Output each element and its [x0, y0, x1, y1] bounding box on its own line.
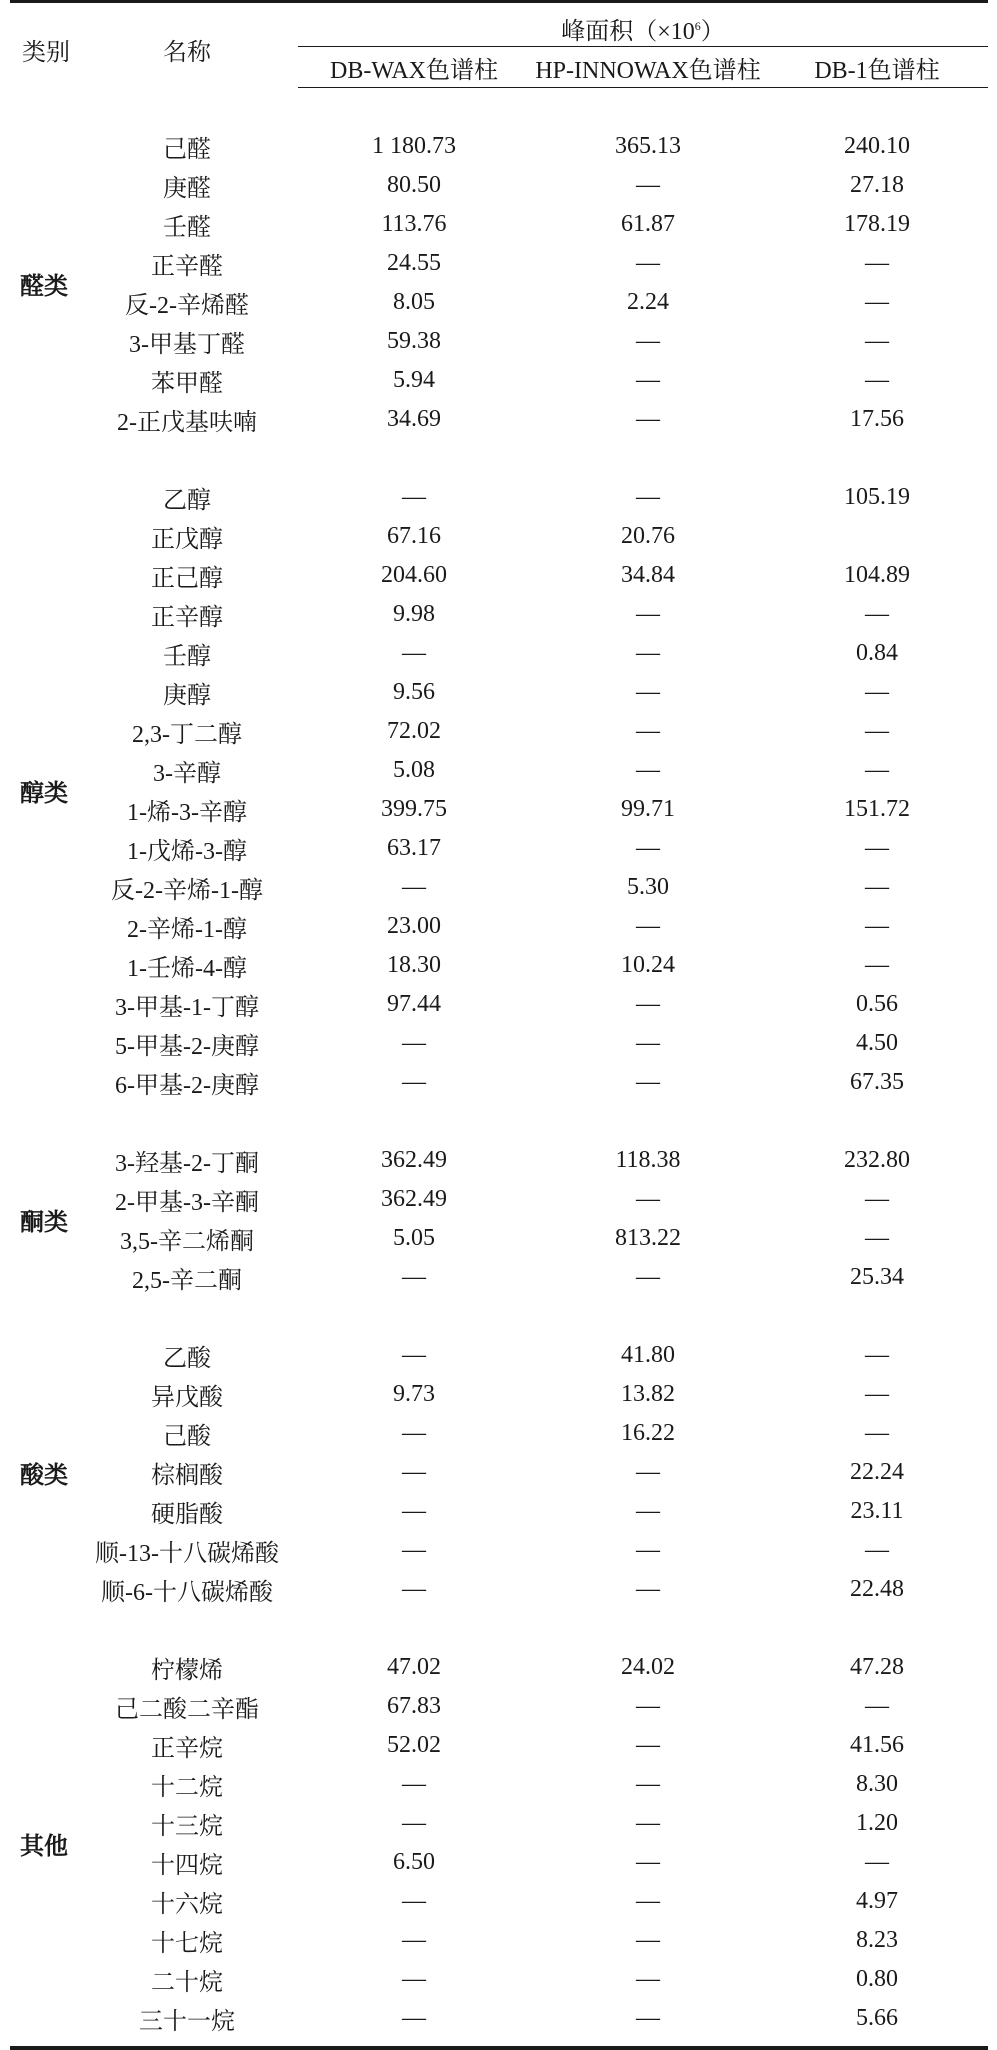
value-hp-innowax: 61.87 [621, 211, 675, 237]
value-db-1: — [865, 1342, 889, 1368]
value-hp-innowax: 24.02 [621, 1654, 675, 1680]
compound-name: 5-甲基-2-庚醇 [115, 1034, 259, 1060]
value-db-wax: 5.94 [393, 367, 435, 393]
value-hp-innowax: — [636, 601, 660, 627]
value-db-1: 151.72 [844, 796, 910, 822]
value-db-1: 8.23 [856, 1927, 898, 1953]
value-db-1: — [865, 328, 889, 354]
compound-name: 庚醇 [163, 683, 211, 709]
value-db-wax: 362.49 [381, 1186, 447, 1212]
value-db-wax: — [402, 1030, 426, 1056]
category-label: 酸类 [20, 1461, 68, 1489]
compound-name: 2,5-辛二酮 [132, 1268, 242, 1294]
value-hp-innowax: — [636, 1030, 660, 1056]
value-db-wax: — [402, 484, 426, 510]
value-db-wax: — [402, 1888, 426, 1914]
table-row [10, 1492, 988, 1531]
value-db-wax: 362.49 [381, 1147, 447, 1173]
compound-name: 2-正戊基呋喃 [117, 410, 257, 436]
value-db-1: — [865, 1186, 889, 1212]
value-hp-innowax: — [636, 835, 660, 861]
compound-name: 3-羟基-2-丁酮 [115, 1151, 259, 1177]
compound-name: 顺-6-十八碳烯酸 [101, 1580, 273, 1606]
compound-name: 3-甲基-1-丁醇 [115, 995, 259, 1021]
header-peak-area-prefix: 峰面积（×10 [561, 19, 695, 45]
value-db-wax: 52.02 [387, 1732, 441, 1758]
value-hp-innowax: — [636, 250, 660, 276]
category-label: 醇类 [20, 778, 68, 807]
value-db-wax: — [402, 1069, 426, 1095]
value-db-wax: 8.05 [393, 289, 435, 315]
compound-name: 十三烷 [151, 1814, 223, 1840]
value-hp-innowax: — [636, 1264, 660, 1290]
table-row [10, 1960, 988, 1999]
value-db-1: 41.56 [850, 1732, 904, 1758]
value-db-wax: 113.76 [381, 211, 447, 237]
compound-name: 2-辛烯-1-醇 [127, 917, 247, 943]
value-db-wax: — [402, 1264, 426, 1290]
compound-name: 正辛烷 [151, 1736, 223, 1762]
compound-name: 十四烷 [151, 1853, 223, 1879]
value-hp-innowax: — [636, 640, 660, 666]
header-peak-area-suffix: ） [700, 19, 725, 45]
compound-name: 1-戊烯-3-醇 [127, 839, 247, 865]
table-row [10, 595, 988, 634]
header-column-hp-innowax: HP-INNOWAX色谱柱 [530, 47, 766, 88]
value-db-1: — [865, 874, 889, 900]
value-db-wax: 72.02 [387, 718, 441, 744]
table-row [10, 127, 988, 166]
value-db-wax: — [402, 1771, 426, 1797]
table-row [10, 1843, 988, 1882]
header-name: 名称 [163, 39, 211, 66]
compound-name: 棕榈酸 [151, 1463, 223, 1489]
value-db-wax: — [402, 640, 426, 666]
value-db-wax: 23.00 [387, 913, 441, 939]
compound-name: 正辛醇 [151, 605, 223, 631]
value-hp-innowax: — [636, 1693, 660, 1719]
compound-name: 十七烷 [151, 1931, 223, 1957]
value-db-wax: — [402, 1810, 426, 1836]
table-row [10, 1531, 988, 1570]
value-hp-innowax: — [636, 718, 660, 744]
table-row [10, 1999, 988, 2038]
value-db-1: 22.48 [850, 1576, 904, 1602]
compound-name: 3-甲基丁醛 [129, 332, 245, 358]
value-hp-innowax: — [636, 1771, 660, 1797]
table-row [10, 1024, 988, 1063]
value-db-1: 8.30 [856, 1771, 898, 1797]
table-row [10, 829, 988, 868]
value-hp-innowax: — [636, 913, 660, 939]
value-hp-innowax: — [636, 367, 660, 393]
value-db-wax: 9.98 [393, 601, 435, 627]
value-hp-innowax: 813.22 [615, 1225, 681, 1251]
value-db-wax: — [402, 1966, 426, 1992]
value-db-1: 4.97 [856, 1888, 898, 1914]
value-db-1: — [865, 289, 889, 315]
value-db-wax: 59.38 [387, 328, 441, 354]
value-db-1: 27.18 [850, 172, 904, 198]
value-db-wax: — [402, 1927, 426, 1953]
table-row [10, 868, 988, 907]
compound-name: 顺-13-十八碳烯酸 [95, 1541, 279, 1567]
value-hp-innowax: 365.13 [615, 133, 681, 159]
value-hp-innowax: 99.71 [621, 796, 675, 822]
value-db-wax: 18.30 [387, 952, 441, 978]
table-row [10, 1921, 988, 1960]
table-row [10, 1258, 988, 1297]
value-db-1: 105.19 [844, 484, 910, 510]
value-db-1: 4.50 [856, 1030, 898, 1056]
compound-name: 反-2-辛烯醛 [125, 293, 249, 319]
table-row [10, 1375, 988, 1414]
value-db-1: 0.84 [856, 640, 898, 666]
group-spacer [10, 88, 988, 128]
group-spacer [10, 1297, 988, 1336]
value-hp-innowax: — [636, 679, 660, 705]
value-db-1: — [865, 1849, 889, 1875]
table-row [10, 751, 988, 790]
value-hp-innowax: — [636, 484, 660, 510]
compound-name: 正己醇 [151, 566, 223, 592]
value-db-wax: — [402, 1342, 426, 1368]
table-row [10, 985, 988, 1024]
value-db-1: 5.66 [856, 2005, 898, 2031]
value-hp-innowax: — [636, 1459, 660, 1485]
table-row [10, 361, 988, 400]
compound-name: 3-辛醇 [153, 761, 221, 787]
bottom-rule [10, 2038, 988, 2048]
value-hp-innowax: 2.24 [627, 289, 669, 315]
value-db-1: 232.80 [844, 1147, 910, 1173]
table-row [10, 1414, 988, 1453]
value-db-wax: 9.56 [393, 679, 435, 705]
top-rule [10, 2, 988, 12]
compound-name: 庚醛 [163, 176, 211, 202]
table-row [10, 205, 988, 244]
value-db-1: 25.34 [850, 1264, 904, 1290]
value-db-1: — [865, 367, 889, 393]
compound-name: 2-甲基-3-辛酮 [115, 1190, 259, 1216]
value-db-1: 0.56 [856, 991, 898, 1017]
table-row [10, 283, 988, 322]
compound-name: 正辛醛 [151, 254, 223, 280]
value-hp-innowax: 5.30 [627, 874, 669, 900]
header-peak-area-exp: 6 [694, 19, 701, 33]
table-row [10, 946, 988, 985]
value-hp-innowax: — [636, 1732, 660, 1758]
table-row [10, 1219, 988, 1258]
value-hp-innowax: — [636, 1537, 660, 1563]
value-db-1: 47.28 [850, 1654, 904, 1680]
header-column-db-1: DB-1色谱柱 [766, 47, 988, 88]
table-row [10, 166, 988, 205]
group-spacer [10, 1609, 988, 1648]
compound-name: 三十一烷 [139, 2009, 235, 2035]
value-db-wax: — [402, 1537, 426, 1563]
value-hp-innowax: 16.22 [621, 1420, 675, 1446]
value-hp-innowax: 118.38 [615, 1147, 681, 1173]
group-3 [10, 1297, 988, 1609]
value-db-1: 23.11 [850, 1498, 904, 1524]
table-row [10, 1180, 988, 1219]
value-hp-innowax: — [636, 406, 660, 432]
compound-name: 壬醛 [163, 215, 211, 241]
value-hp-innowax: 34.84 [621, 562, 675, 588]
value-db-wax: 34.69 [387, 406, 441, 432]
value-db-wax: 5.08 [393, 757, 435, 783]
value-db-wax: 1 180.73 [372, 133, 456, 159]
peak-area-table [10, 0, 988, 2050]
table-row [10, 634, 988, 673]
value-hp-innowax: 41.80 [621, 1342, 675, 1368]
table-header [10, 2, 988, 88]
value-db-wax: 9.73 [393, 1381, 435, 1407]
header-category: 类别 [22, 39, 70, 66]
category-label: 酮类 [20, 1207, 68, 1236]
value-db-wax: 63.17 [387, 835, 441, 861]
value-hp-innowax: — [636, 991, 660, 1017]
compound-name: 乙酸 [163, 1346, 211, 1372]
value-hp-innowax: — [636, 1186, 660, 1212]
value-hp-innowax: — [636, 1927, 660, 1953]
compound-name: 1-烯-3-辛醇 [127, 800, 247, 826]
value-db-1: — [865, 835, 889, 861]
value-db-1: — [865, 718, 889, 744]
value-db-1: 178.19 [844, 211, 910, 237]
value-db-wax: 67.16 [387, 523, 441, 549]
value-db-wax: — [402, 2005, 426, 2031]
compound-name: 1-壬烯-4-醇 [127, 956, 247, 982]
table-row [10, 712, 988, 751]
value-db-wax: — [402, 1420, 426, 1446]
value-db-1: — [865, 1693, 889, 1719]
value-db-1: — [865, 1381, 889, 1407]
table-row [10, 1336, 988, 1375]
group-1 [10, 439, 988, 1102]
value-hp-innowax: — [636, 1810, 660, 1836]
table-row [10, 1063, 988, 1102]
table-row [10, 1804, 988, 1843]
group-4 [10, 1609, 988, 2038]
compound-name: 正戊醇 [151, 527, 223, 553]
value-db-1: — [865, 250, 889, 276]
table-row [10, 1570, 988, 1609]
compound-name: 乙醇 [163, 488, 211, 514]
value-db-wax: — [402, 1576, 426, 1602]
value-db-wax: — [402, 1459, 426, 1485]
compound-name: 己醛 [163, 137, 211, 163]
value-db-1: 0.80 [856, 1966, 898, 1992]
value-hp-innowax: — [636, 1888, 660, 1914]
compound-name: 异戊酸 [151, 1385, 223, 1411]
value-db-1: — [865, 952, 889, 978]
value-db-1: — [865, 913, 889, 939]
value-db-1: 240.10 [844, 133, 910, 159]
compound-name: 硬脂酸 [151, 1502, 223, 1528]
table-row [10, 790, 988, 829]
header-peak-area [298, 11, 988, 47]
value-db-wax: 67.83 [387, 1693, 441, 1719]
group-0 [10, 88, 988, 440]
compound-name: 十二烷 [151, 1775, 223, 1801]
value-db-1: — [865, 1225, 889, 1251]
value-db-1 [766, 517, 988, 556]
table-row [10, 556, 988, 595]
table-row [10, 1726, 988, 1765]
table-row [10, 400, 988, 439]
value-hp-innowax: 13.82 [621, 1381, 675, 1407]
value-hp-innowax: — [636, 2005, 660, 2031]
table-row [10, 1882, 988, 1921]
value-db-wax: 24.55 [387, 250, 441, 276]
compound-name: 二十烷 [151, 1970, 223, 1996]
value-db-wax: 399.75 [381, 796, 447, 822]
table-row [10, 478, 988, 517]
compound-name: 壬醇 [163, 644, 211, 670]
compound-name: 反-2-辛烯-1-醇 [111, 878, 263, 904]
value-db-1: 22.24 [850, 1459, 904, 1485]
value-hp-innowax: — [636, 757, 660, 783]
compound-name: 3,5-辛二烯酮 [120, 1229, 254, 1255]
value-hp-innowax: — [636, 1849, 660, 1875]
compound-name: 2,3-丁二醇 [132, 722, 242, 748]
value-db-wax: 6.50 [393, 1849, 435, 1875]
compound-name: 己二酸二辛酯 [115, 1697, 259, 1723]
value-hp-innowax: — [636, 328, 660, 354]
value-hp-innowax: — [636, 1498, 660, 1524]
value-db-1: 1.20 [856, 1810, 898, 1836]
category-label: 醛类 [20, 271, 68, 300]
value-hp-innowax: 10.24 [621, 952, 675, 978]
value-db-wax: 204.60 [381, 562, 447, 588]
value-hp-innowax: — [636, 1576, 660, 1602]
value-db-1: 17.56 [850, 406, 904, 432]
value-db-1: — [865, 757, 889, 783]
compound-name: 苯甲醛 [151, 371, 223, 397]
table-footer [10, 2038, 988, 2048]
group-spacer [10, 439, 988, 478]
header-column-db-wax: DB-WAX色谱柱 [298, 47, 530, 88]
table-row [10, 517, 988, 556]
value-hp-innowax: — [636, 1966, 660, 1992]
value-db-wax: — [402, 874, 426, 900]
value-db-1: — [865, 1537, 889, 1563]
table-row [10, 244, 988, 283]
table-row [10, 1648, 988, 1687]
compound-name: 己酸 [163, 1424, 211, 1450]
table-row [10, 907, 988, 946]
value-db-wax: 47.02 [387, 1654, 441, 1680]
table-row [10, 322, 988, 361]
value-db-wax: 5.05 [393, 1225, 435, 1251]
group-spacer [10, 1102, 988, 1141]
group-2 [10, 1102, 988, 1297]
value-db-wax: — [402, 1498, 426, 1524]
compound-name: 十六烷 [151, 1892, 223, 1918]
value-db-1: — [865, 1420, 889, 1446]
value-db-1: — [865, 679, 889, 705]
value-hp-innowax: 20.76 [621, 523, 675, 549]
table-row [10, 673, 988, 712]
value-hp-innowax: — [636, 1069, 660, 1095]
table-row [10, 1453, 988, 1492]
table-row [10, 1687, 988, 1726]
table-row [10, 1141, 988, 1180]
category-label: 其他 [20, 1831, 68, 1860]
value-hp-innowax: — [636, 172, 660, 198]
value-db-1: — [865, 601, 889, 627]
value-db-1: 67.35 [850, 1069, 904, 1095]
value-db-1: 104.89 [844, 562, 910, 588]
compound-name: 柠檬烯 [151, 1658, 223, 1684]
table-row [10, 1765, 988, 1804]
value-db-wax: 97.44 [387, 991, 441, 1017]
value-db-wax: 80.50 [387, 172, 441, 198]
compound-name: 6-甲基-2-庚醇 [115, 1073, 259, 1099]
